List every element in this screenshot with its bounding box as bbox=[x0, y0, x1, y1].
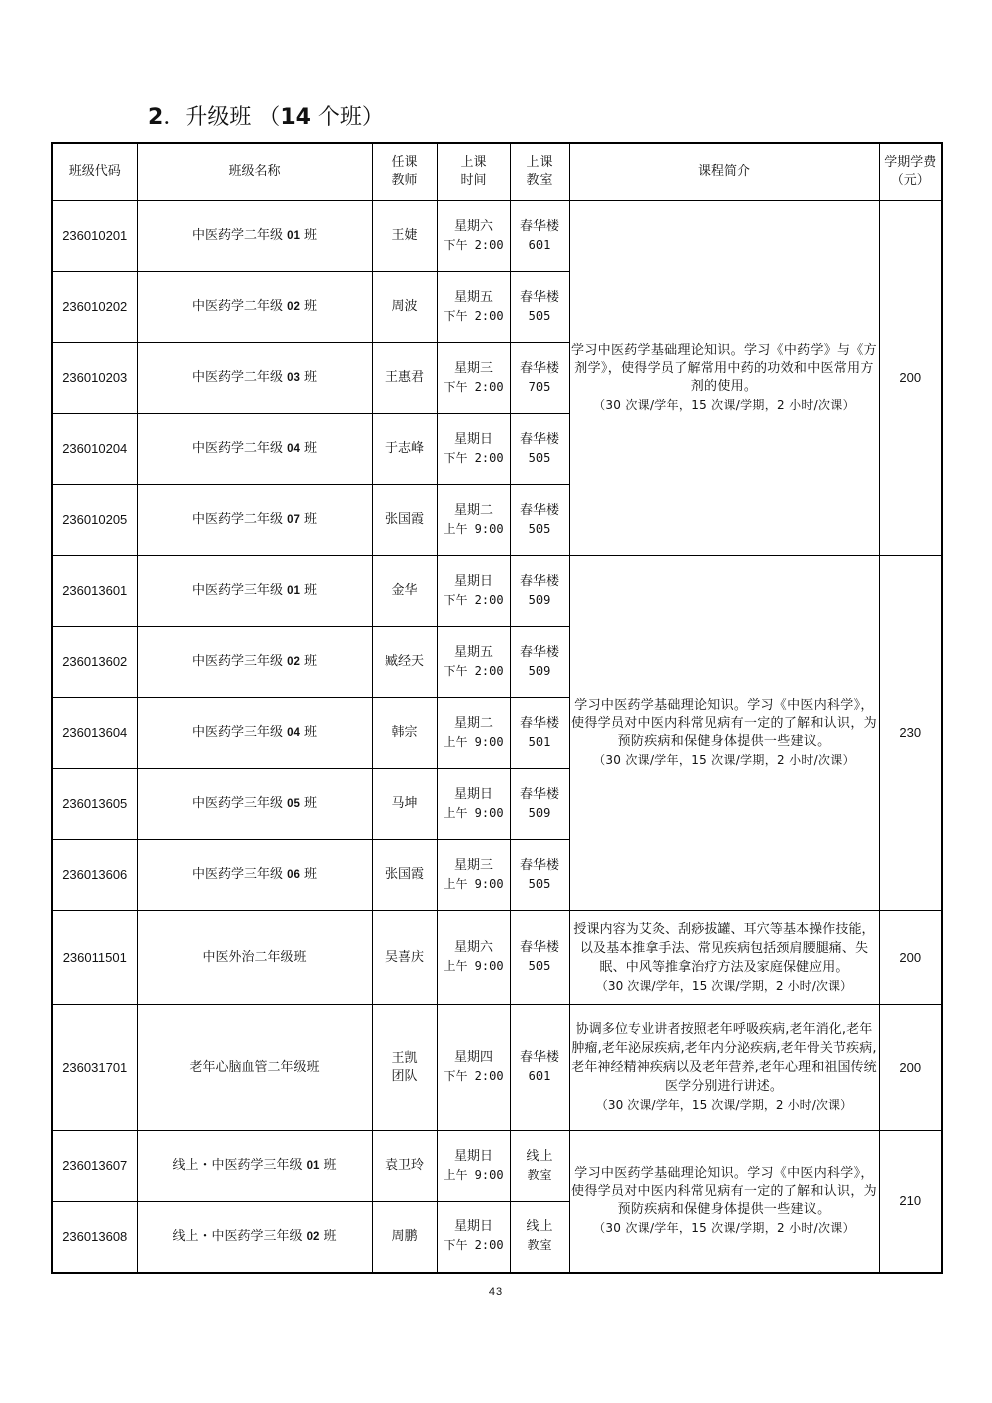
description-text: 授课内容为艾灸、刮痧拔罐、耳穴等基本操作技能，以及基本推拿手法、常见疾病包括颈肩腰腿痛、失眠、中风等推拿治疗方法及家庭保健应用。 bbox=[573, 921, 875, 975]
header-time bbox=[437, 143, 510, 201]
class-name-text: 线上・中医药学三年级 bbox=[172, 1158, 307, 1173]
teacher-cell bbox=[372, 556, 437, 627]
class-day: 星期二 bbox=[453, 502, 493, 518]
class-name-suffix: 班 bbox=[299, 796, 318, 811]
class-name bbox=[137, 627, 372, 698]
class-time bbox=[437, 201, 510, 272]
class-count: 14 bbox=[280, 105, 311, 130]
header-name: 班级名称 bbox=[137, 143, 372, 201]
room-building: 线上 bbox=[526, 1148, 553, 1164]
class-number: 02 bbox=[306, 1230, 320, 1243]
class-name bbox=[137, 840, 372, 911]
room-number: 509 bbox=[528, 663, 551, 678]
room-building: 春华楼 bbox=[519, 940, 559, 955]
tuition-fee: 230 bbox=[879, 556, 942, 911]
class-number: 01 bbox=[287, 230, 300, 242]
table-row bbox=[52, 1005, 942, 1131]
teacher-cell bbox=[372, 769, 437, 840]
description-text: 学习中医药学基础理论知识。学习《中药学》与《方剂学》，使得学员了解常用中药的功效和中医常用方剂的使用。 bbox=[571, 342, 877, 394]
class-time bbox=[437, 698, 510, 769]
description-note: （30 次课/学年，15 次课/学期，2 小时/次课） bbox=[595, 1098, 853, 1112]
teacher-name: 吴喜庆 bbox=[384, 949, 424, 965]
description-note: （30 次课/学年，15 次课/学期，2 小时/次课） bbox=[593, 1220, 855, 1235]
class-time bbox=[437, 1202, 510, 1273]
class-time bbox=[437, 911, 510, 1005]
teacher-name: 金华 bbox=[391, 583, 418, 598]
description-note: （30 次课/学年，15 次课/学期，2 小时/次课） bbox=[593, 397, 855, 412]
room-number: 505 bbox=[528, 308, 551, 323]
class-day: 星期三 bbox=[453, 360, 493, 376]
section-heading bbox=[148, 100, 384, 131]
course-description bbox=[569, 556, 879, 911]
description-note: （30 次课/学年，15 次课/学期，2 小时/次课） bbox=[593, 752, 855, 767]
class-name-text: 中医药学二年级 bbox=[191, 370, 288, 385]
class-clock: 下午 2:00 bbox=[443, 379, 504, 394]
table-row bbox=[52, 201, 942, 272]
class-clock: 下午 2:00 bbox=[443, 237, 504, 252]
room-building: 线上 bbox=[526, 1219, 553, 1235]
room-building: 春华楼 bbox=[519, 360, 559, 376]
class-code: 236010204 bbox=[52, 414, 137, 485]
teacher-cell bbox=[372, 911, 437, 1005]
class-clock: 上午 9:00 bbox=[443, 805, 504, 820]
class-time bbox=[437, 627, 510, 698]
class-name bbox=[137, 769, 372, 840]
room-building: 春华楼 bbox=[519, 1050, 559, 1065]
room-building: 春华楼 bbox=[519, 573, 559, 589]
teacher-name: 周鹏 bbox=[391, 1228, 418, 1244]
section-title: ．升级班 （ bbox=[163, 105, 281, 130]
class-name bbox=[137, 272, 372, 343]
class-code: 236010201 bbox=[52, 201, 137, 272]
header-room bbox=[510, 143, 569, 201]
class-name bbox=[137, 1005, 372, 1131]
class-day: 星期日 bbox=[453, 786, 493, 802]
class-code: 236031701 bbox=[52, 1005, 137, 1131]
class-number: 01 bbox=[306, 1160, 320, 1172]
header-room-line2: 教室 bbox=[526, 173, 553, 188]
teacher-cell bbox=[372, 414, 437, 485]
teacher-name: 臧经天 bbox=[384, 654, 424, 669]
teacher-cell bbox=[372, 343, 437, 414]
class-name-suffix: 班 bbox=[299, 512, 318, 527]
teacher-cell bbox=[372, 485, 437, 556]
teacher-name: 周波 bbox=[391, 299, 418, 314]
section-title-suffix: 个班） bbox=[310, 105, 384, 130]
class-name-text: 中医药学三年级 bbox=[191, 796, 288, 811]
class-room bbox=[510, 556, 569, 627]
teacher-cell bbox=[372, 627, 437, 698]
room-building: 春华楼 bbox=[519, 644, 559, 660]
class-name-text: 中医药学三年级 bbox=[191, 725, 288, 740]
class-number: 03 bbox=[287, 372, 300, 384]
class-time bbox=[437, 556, 510, 627]
class-day: 星期六 bbox=[453, 218, 493, 234]
teacher-name: 于志峰 bbox=[384, 441, 424, 456]
class-clock: 下午 2:00 bbox=[443, 1238, 504, 1253]
class-room bbox=[510, 769, 569, 840]
teacher-cell bbox=[372, 840, 437, 911]
header-teacher-line1: 任课 bbox=[391, 155, 418, 170]
class-clock: 上午 9:00 bbox=[443, 876, 504, 891]
class-room bbox=[510, 343, 569, 414]
class-day: 星期五 bbox=[453, 289, 493, 305]
class-room bbox=[510, 911, 569, 1005]
table-header-row bbox=[52, 143, 942, 201]
tuition-fee: 210 bbox=[879, 1131, 942, 1273]
description-text: 协调多位专业讲者按照老年呼吸疾病,老年消化,老年肿瘤,老年泌尿疾病,老年内分泌疾病,老年骨关节疾病,老年神经精神疾病以及老年营养,老年心理和祖国传统医学分别进行讲述。 bbox=[571, 1022, 877, 1094]
table-row bbox=[52, 556, 942, 627]
class-name-text: 中医药学三年级 bbox=[191, 654, 288, 669]
course-description bbox=[569, 911, 879, 1005]
class-day: 星期日 bbox=[453, 1148, 493, 1164]
class-room bbox=[510, 1202, 569, 1273]
class-day: 星期六 bbox=[453, 940, 493, 955]
class-name-text: 线上・中医药学三年级 bbox=[172, 1228, 307, 1244]
class-name bbox=[137, 414, 372, 485]
room-building: 春华楼 bbox=[519, 857, 559, 873]
class-clock: 下午 2:00 bbox=[443, 308, 504, 323]
class-code: 236013606 bbox=[52, 840, 137, 911]
header-fee-line1: 学期学费 bbox=[884, 155, 937, 170]
room-building: 春华楼 bbox=[519, 431, 559, 447]
teacher-name: 王婕 bbox=[391, 228, 418, 243]
class-time bbox=[437, 769, 510, 840]
room-number: 501 bbox=[528, 734, 551, 749]
class-time bbox=[437, 1131, 510, 1202]
teacher-name: 王惠君 bbox=[384, 370, 424, 385]
class-name bbox=[137, 698, 372, 769]
header-time-line2: 时间 bbox=[460, 173, 487, 188]
class-clock: 上午 9:00 bbox=[443, 1167, 504, 1182]
class-day: 星期二 bbox=[453, 715, 493, 731]
description-text: 学习中医药学基础理论知识。学习《中医内科学》，使得学员对中医内科常见病有一定的了解和认识，为预防疾病和保健身体提供一些建议。 bbox=[571, 697, 877, 749]
course-table bbox=[51, 142, 943, 1274]
room-building: 春华楼 bbox=[519, 715, 559, 731]
class-clock: 下午 2:00 bbox=[443, 663, 504, 678]
class-name-text: 中医药学二年级 bbox=[191, 512, 288, 527]
class-code: 236013605 bbox=[52, 769, 137, 840]
class-clock: 下午 2:00 bbox=[443, 450, 504, 465]
header-teacher bbox=[372, 143, 437, 201]
class-room bbox=[510, 272, 569, 343]
room-building: 春华楼 bbox=[519, 502, 559, 518]
class-time bbox=[437, 485, 510, 556]
course-description bbox=[569, 1005, 879, 1131]
header-fee-line2: （元） bbox=[890, 173, 930, 188]
header-fee bbox=[879, 143, 942, 201]
room-number: 教室 bbox=[527, 1167, 552, 1182]
header-code: 班级代码 bbox=[52, 143, 137, 201]
class-code: 236010202 bbox=[52, 272, 137, 343]
teacher-cell bbox=[372, 698, 437, 769]
teacher-cell bbox=[372, 1202, 437, 1273]
class-room bbox=[510, 1005, 569, 1131]
room-number: 505 bbox=[528, 521, 551, 536]
class-code: 236013604 bbox=[52, 698, 137, 769]
teacher-name: 张国霞 bbox=[384, 512, 424, 527]
class-room bbox=[510, 840, 569, 911]
class-code: 236013607 bbox=[52, 1131, 137, 1202]
class-name-suffix: 班 bbox=[299, 725, 318, 740]
teacher-cell bbox=[372, 272, 437, 343]
class-number: 01 bbox=[287, 585, 300, 597]
class-number: 07 bbox=[287, 514, 300, 526]
description-note: （30 次课/学年，15 次课/学期，2 小时/次课） bbox=[595, 978, 853, 993]
room-building: 春华楼 bbox=[519, 289, 559, 305]
class-day: 星期日 bbox=[453, 431, 493, 447]
class-name-suffix: 班 bbox=[299, 441, 318, 456]
teacher-line2: 团队 bbox=[391, 1068, 418, 1084]
room-number: 505 bbox=[528, 959, 551, 973]
class-name bbox=[137, 485, 372, 556]
tuition-fee: 200 bbox=[879, 201, 942, 556]
room-number: 601 bbox=[528, 237, 551, 252]
class-room bbox=[510, 1131, 569, 1202]
class-code: 236010205 bbox=[52, 485, 137, 556]
class-room bbox=[510, 414, 569, 485]
table-row bbox=[52, 911, 942, 1005]
header-time-line1: 上课 bbox=[460, 155, 487, 170]
teacher-name: 张国霞 bbox=[384, 867, 424, 882]
header-teacher-line2: 教师 bbox=[391, 173, 418, 188]
class-name-text: 中医外治二年级班 bbox=[202, 949, 307, 965]
header-intro: 课程简介 bbox=[569, 143, 879, 201]
teacher-line1: 王凯 bbox=[391, 1050, 418, 1066]
course-description bbox=[569, 201, 879, 556]
class-name-text: 中医药学三年级 bbox=[191, 867, 288, 882]
class-number: 02 bbox=[287, 656, 300, 668]
room-number: 601 bbox=[528, 1069, 551, 1083]
teacher-cell bbox=[372, 1131, 437, 1202]
class-clock: 上午 9:00 bbox=[443, 734, 504, 749]
class-name bbox=[137, 201, 372, 272]
description-text: 学习中医药学基础理论知识。学习《中医内科学》，使得学员对中医内科常见病有一定的了解和认识，为预防疾病和保健身体提供一些建议。 bbox=[571, 1165, 877, 1217]
class-number: 02 bbox=[287, 301, 300, 313]
class-code: 236013601 bbox=[52, 556, 137, 627]
class-room bbox=[510, 627, 569, 698]
class-name-suffix: 班 bbox=[299, 299, 318, 314]
class-time bbox=[437, 272, 510, 343]
class-room bbox=[510, 201, 569, 272]
class-name-text: 中医药学二年级 bbox=[191, 299, 288, 314]
class-name-suffix: 班 bbox=[299, 867, 318, 882]
room-building: 春华楼 bbox=[519, 218, 559, 234]
section-number: 2 bbox=[148, 105, 164, 130]
class-clock: 上午 9:00 bbox=[443, 521, 504, 536]
room-building: 春华楼 bbox=[519, 786, 559, 802]
class-name-text: 中医药学三年级 bbox=[191, 583, 288, 598]
room-number: 教室 bbox=[527, 1238, 552, 1253]
class-number: 04 bbox=[287, 443, 300, 455]
class-name bbox=[137, 343, 372, 414]
teacher-cell bbox=[372, 201, 437, 272]
class-clock: 下午 2:00 bbox=[443, 592, 504, 607]
class-time bbox=[437, 840, 510, 911]
class-time bbox=[437, 343, 510, 414]
class-name bbox=[137, 911, 372, 1005]
class-name-suffix: 班 bbox=[299, 228, 318, 243]
class-name-suffix: 班 bbox=[299, 583, 318, 598]
class-number: 04 bbox=[287, 727, 300, 739]
class-time bbox=[437, 414, 510, 485]
class-day: 星期五 bbox=[453, 644, 493, 660]
class-clock: 上午 9:00 bbox=[443, 959, 504, 973]
page-number: 43 bbox=[488, 1286, 504, 1298]
class-number: 06 bbox=[287, 869, 300, 881]
course-description bbox=[569, 1131, 879, 1273]
room-number: 505 bbox=[528, 450, 551, 465]
class-name bbox=[137, 556, 372, 627]
room-number: 705 bbox=[528, 379, 551, 394]
class-number: 05 bbox=[287, 798, 300, 810]
class-day: 星期三 bbox=[453, 857, 493, 873]
class-name-text: 老年心脑血管二年级班 bbox=[189, 1059, 320, 1075]
tuition-fee: 200 bbox=[879, 1005, 942, 1131]
class-day: 星期四 bbox=[453, 1050, 493, 1065]
class-name-suffix: 班 bbox=[299, 654, 318, 669]
class-name-suffix: 班 bbox=[319, 1228, 337, 1244]
class-name-suffix: 班 bbox=[319, 1158, 337, 1173]
class-code: 236013602 bbox=[52, 627, 137, 698]
room-number: 505 bbox=[528, 876, 551, 891]
class-name bbox=[137, 1131, 372, 1202]
class-name-suffix: 班 bbox=[299, 370, 318, 385]
class-code: 236013608 bbox=[52, 1202, 137, 1273]
table-row bbox=[52, 1131, 942, 1202]
class-day: 星期日 bbox=[453, 1219, 493, 1235]
class-room bbox=[510, 698, 569, 769]
teacher-name: 马坤 bbox=[391, 796, 418, 811]
teacher-cell bbox=[372, 1005, 437, 1131]
room-number: 509 bbox=[528, 805, 551, 820]
class-name bbox=[137, 1202, 372, 1273]
teacher-name: 袁卫玲 bbox=[384, 1158, 424, 1173]
room-number: 509 bbox=[528, 592, 551, 607]
class-name-text: 中医药学二年级 bbox=[191, 441, 288, 456]
class-room bbox=[510, 485, 569, 556]
header-room-line1: 上课 bbox=[526, 155, 553, 170]
tuition-fee: 200 bbox=[879, 911, 942, 1005]
class-time bbox=[437, 1005, 510, 1131]
class-day: 星期日 bbox=[453, 573, 493, 589]
class-code: 236010203 bbox=[52, 343, 137, 414]
class-clock: 下午 2:00 bbox=[443, 1069, 504, 1083]
class-code: 236011501 bbox=[52, 911, 137, 1005]
teacher-name: 韩宗 bbox=[391, 725, 418, 740]
class-name-text: 中医药学二年级 bbox=[191, 228, 288, 243]
